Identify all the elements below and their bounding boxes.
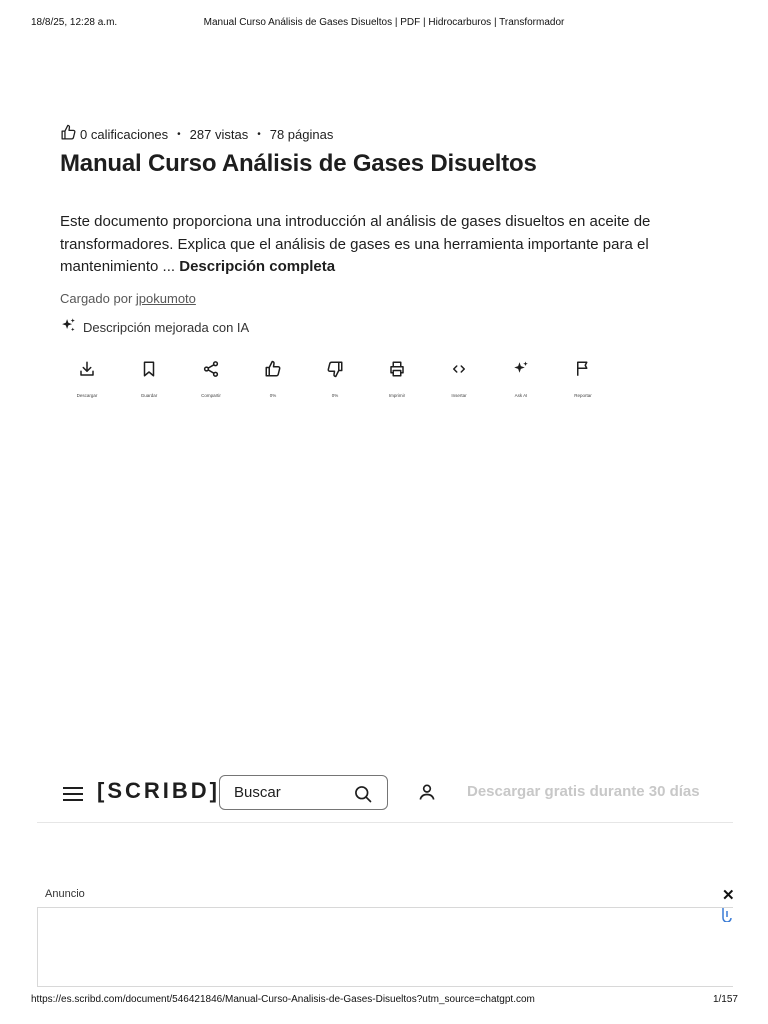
print-url: https://es.scribd.com/document/546421846/Manual-Curso-Analisis-de-Gases-Disueltos?utm_source=chatgpt.com <box>31 994 535 1005</box>
sparkle-icon <box>512 360 530 383</box>
close-icon[interactable]: ✕ <box>722 887 735 904</box>
action-label: Insertar <box>451 393 467 398</box>
separator-dot: • <box>257 128 261 140</box>
ai-enhanced-note <box>60 317 249 337</box>
scribd-logo[interactable]: [SCRIBD] <box>97 778 220 803</box>
search-input[interactable] <box>219 775 388 810</box>
print-button[interactable] <box>366 360 428 399</box>
action-toolbar <box>56 360 614 399</box>
full-description-link[interactable]: Descripción completa <box>179 258 336 275</box>
document-description <box>60 211 680 279</box>
uploaded-by <box>60 291 196 306</box>
share-icon <box>202 360 220 383</box>
flag-icon <box>574 360 592 383</box>
dislike-button[interactable] <box>304 360 366 399</box>
print-icon <box>388 360 406 383</box>
free-trial-button[interactable]: Descargar gratis durante 30 días <box>467 783 700 800</box>
action-label: Reportar <box>574 393 592 398</box>
pages-count: 78 páginas <box>269 126 334 142</box>
embed-icon <box>450 360 468 383</box>
sparkle-icon <box>60 317 83 337</box>
top-nav-bar <box>37 774 733 823</box>
search-placeholder: Buscar <box>234 784 281 801</box>
ad-label: Anuncio <box>45 888 85 900</box>
separator-dot: • <box>177 128 181 140</box>
print-page-number: 1/157 <box>712 994 738 1005</box>
save-button[interactable] <box>118 360 180 399</box>
action-label: Descargar <box>76 393 98 398</box>
action-label: Guardar <box>140 393 158 398</box>
ai-note-text: Descripción mejorada con IA <box>83 319 250 335</box>
share-button[interactable] <box>180 360 242 399</box>
uploader-link[interactable]: jpokumoto <box>135 291 196 306</box>
views-count: 287 vistas <box>189 126 249 142</box>
download-button[interactable] <box>56 360 118 399</box>
action-label: Compartir <box>201 393 221 398</box>
description-text: Este documento proporciona una introducción al análisis de gases disueltos en aceite de transformadores. Explica que el análisis de gases es una herramienta importante para el mantenimiento ... <box>60 213 651 275</box>
report-button[interactable] <box>552 360 614 399</box>
bookmark-icon <box>140 360 158 383</box>
menu-icon[interactable] <box>61 784 85 804</box>
embed-button[interactable] <box>428 360 490 399</box>
document-title: Manual Curso Análisis de Gases Disueltos <box>60 150 537 177</box>
action-label: Ask AI <box>514 393 528 398</box>
like-button[interactable] <box>242 360 304 399</box>
ratings-count: 0 calificaciones <box>80 126 169 142</box>
thumbs-up-icon <box>60 124 80 144</box>
document-stats <box>60 124 333 144</box>
print-title: Manual Curso Análisis de Gases Disueltos | PDF | Hidrocarburos | Transformador <box>203 17 565 28</box>
thumbs-down-icon <box>326 360 344 383</box>
action-label: 0% <box>269 393 277 398</box>
user-icon[interactable] <box>417 782 437 802</box>
ad-banner[interactable] <box>37 907 733 987</box>
thumbs-up-icon <box>264 360 282 383</box>
action-label: Imprimir <box>388 393 406 398</box>
uploaded-prefix: Cargado por <box>60 291 133 306</box>
ask-ai-button[interactable] <box>490 360 552 399</box>
action-label: 0% <box>331 393 339 398</box>
download-icon <box>78 360 96 383</box>
print-date: 18/8/25, 12:28 a.m. <box>31 17 118 28</box>
